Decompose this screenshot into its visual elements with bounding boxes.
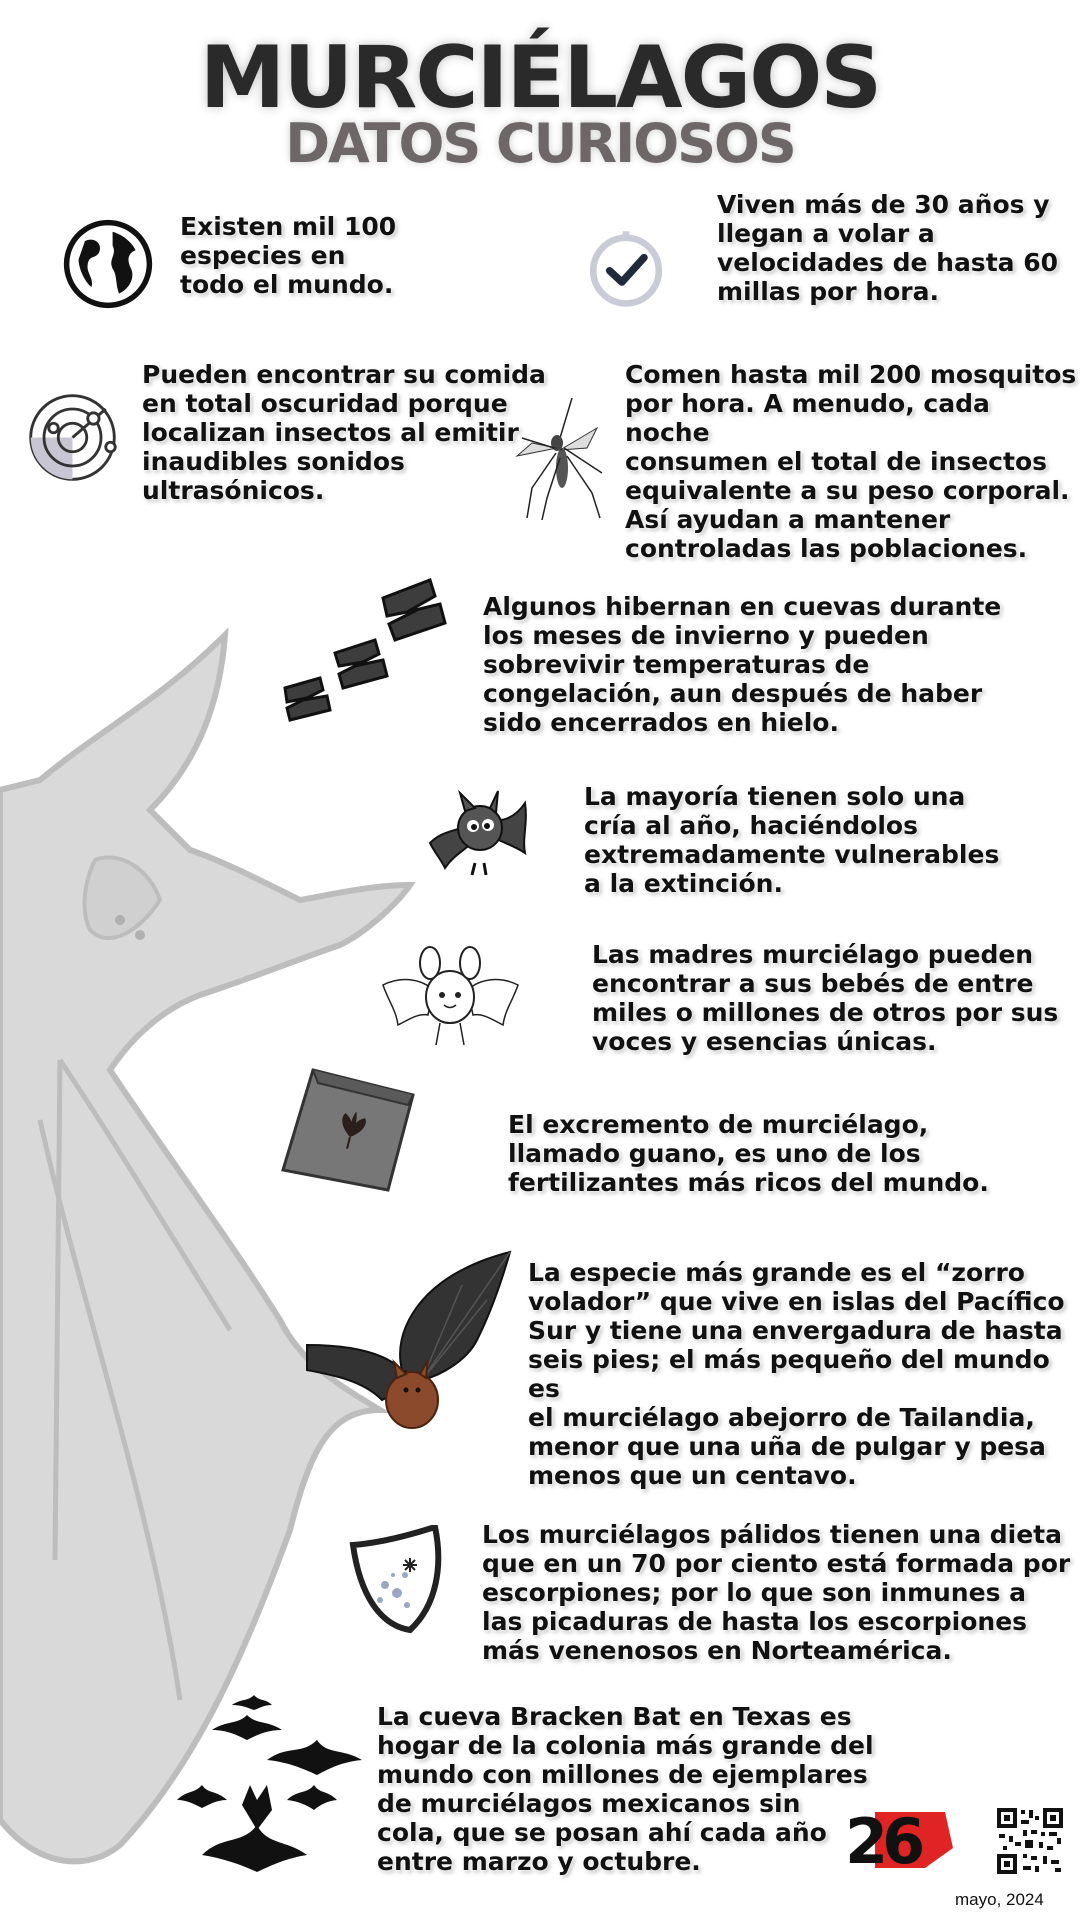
fact-pallid-bats-scorpions: Los murciélagos pálidos tienen una dieta que en un 70 por ciento está formada por escorpiones; por lo que son inmunes a las picaduras de hasta los escorpiones más venenosos en Norteamérica.	[482, 1520, 1071, 1665]
baby-bat-icon	[420, 783, 535, 893]
mosquito-icon	[512, 398, 612, 523]
clock-check-icon	[585, 228, 667, 310]
radar-icon	[25, 390, 120, 485]
page-subtitle: DATOS CURIOSOS	[285, 112, 795, 175]
fact-one-offspring: La mayoría tienen solo una cría al año, haciéndolos extremadamente vulnerables a la extinción.	[584, 782, 1000, 898]
fact-guano: El excremento de murciélago, llamado guano, es uno de los fertilizantes más ricos del mundo.	[508, 1110, 989, 1197]
page-title: MURCIÉLAGOS	[199, 28, 881, 128]
svg-text:26: 26	[845, 1808, 920, 1870]
bat-colony-icon	[172, 1690, 372, 1880]
globe-icon	[62, 218, 154, 310]
zzz-icon	[275, 568, 450, 728]
fact-lifespan-speed: Viven más de 30 años y llegan a volar a velocidades de hasta 60 millas por hora.	[717, 190, 1059, 306]
channel-26-logo	[845, 1808, 955, 1870]
fact-mothers-find-babies: Las madres murciélago pueden encontrar a sus bebés de entre miles o millones de otros por sus voces y esencias únicas.	[592, 940, 1059, 1056]
qr-code[interactable]	[995, 1806, 1065, 1876]
fact-echolocation: Pueden encontrar su comida en total oscuridad porque localizan insectos al emitir inaudibles sonidos ultrasónicos.	[142, 360, 546, 505]
fact-mosquitoes: Comen hasta mil 200 mosquitos por hora. A menudo, cada noche consumen el total de insectos equivalente a su peso corporal. Así ayudan a mantener controladas las poblaciones.	[625, 360, 1077, 563]
publication-date: mayo, 2024	[955, 1890, 1044, 1909]
fact-hibernation: Algunos hibernan en cuevas durante los meses de invierno y pueden sobrevivir temperaturas de congelación, aun después de haber sido encerrados en hielo.	[483, 592, 1002, 737]
fact-bracken-cave: La cueva Bracken Bat en Texas es hogar de la colonia más grande del mundo con millones de ejemplares de murciélagos mexicanos sin cola, que se posan ahí cada año entre marzo y octubre.	[377, 1702, 874, 1876]
fertilizer-bag-icon	[278, 1065, 428, 1195]
fact-largest-smallest: La especie más grande es el “zorro volador” que vive en islas del Pacífico Sur y tiene una envergadura de hasta seis pies; el más pequeño del mundo es el murciélago abejorro de Tailandia, menor que una uña de pulgar y pesa menos que un centavo.	[528, 1258, 1065, 1490]
shield-icon	[345, 1525, 445, 1635]
fact-species-count: Existen mil 100 especies en todo el mundo.	[180, 212, 397, 299]
cute-bat-icon	[378, 945, 523, 1060]
flying-fox-icon	[302, 1250, 512, 1435]
